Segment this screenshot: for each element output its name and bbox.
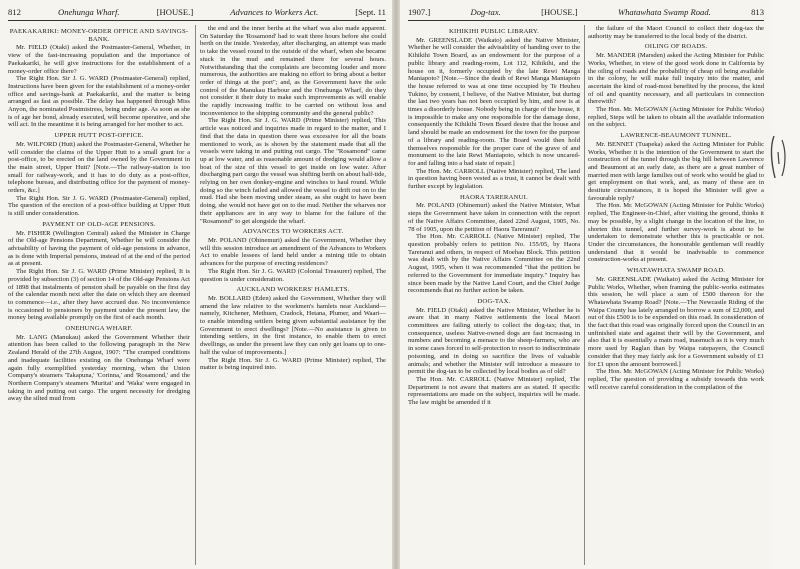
section-heading: AUCKLAND WORKERS' HAMLETS. <box>236 286 350 294</box>
section-heading: KIHIKIHI PUBLIC LIBRARY. <box>449 28 539 35</box>
header-house: [HOUSE.] <box>541 7 578 17</box>
paragraph: Mr. WILFORD (Hutt) asked the Postmaster-General, Whether he will consider the claims of the Upper Hutt to a small grant for a post-office, to be erected on the land owned by the Government in the main street, Upper Hutt? [Note.—The railway-station is too small for railway-work, and it has to do duty as a post-office, telephone bureau, and distributing office for the payment of money-orders, &c.] <box>8 140 190 195</box>
paragraph: Mr. FISHER (Wellington Central) asked the Minister in Charge of the Old-age Pensions Department, Whether he will consider the advisability of having the payment of old-age pensions in advance, as is done with Imperial pensions, instead of at the end of the period as at present. <box>8 229 190 268</box>
section-heading: PAYMENT OF OLD-AGE PENSIONS. <box>42 220 156 228</box>
header-rule <box>408 20 764 21</box>
right-page <box>400 0 772 569</box>
paragraph: Mr. LANG (Manukau) asked the Government Whether their attention has been called to the following paragraph in the New Zealand Herald of the 27th August, 1907: "The cramped conditions and inadequate facilities existing on the Onehunga Wharf were again fully exemplified yesterday morning, when the Union Company's steamers 'Takapuna,' 'Corinna,' and 'Rosamond,' and the Northern Company's steamers 'Muritai' and 'Waka' were engaged in taking in and putting out cargo. The urgent necessity for dredging away the silted mud from <box>8 333 190 403</box>
header-left-subject: Onehunga Wharf. <box>57 7 120 17</box>
section-heading: ADVANCES TO WORKERS ACT. <box>242 228 344 236</box>
running-header <box>8 7 386 17</box>
header-date: [Sept. 11 <box>355 7 386 17</box>
paragraph: Mr. POLAND (Ohinemuri) asked the Government, Whether they will this session introduce an amendment of the Advances to Workers Act to enable lessees of land held under a mining title to obtain advances for the purpose of erecting residences? <box>200 236 386 268</box>
text-column <box>408 25 580 565</box>
handwritten-mark <box>768 132 790 184</box>
paragraph: the failure of the Maori Council to collect their dog-tax the authority may be transferred to the local body of the district. <box>588 25 764 40</box>
paragraph: The Right Hon. Sir J. G. WARD (Prime Minister) replied, The matter is being inquired into. <box>200 356 386 372</box>
column-rule <box>584 25 585 565</box>
book-gutter <box>392 0 400 569</box>
section-heading: DOG-TAX. <box>477 297 511 305</box>
paragraph: The Right Hon. Sir J. G. WARD (Prime Minister) replied, It is provided by subsection (3) of section 14 of the Old-age Pensions Act of 1898 that instalments of pension shall be payable on the first day of the calendar month next after the date on which they are deemed to commence—i.e., after they have accrued due. No inconvenience is occasioned to pensioners by payment under the present law, the money being available promptly on the first of each month. <box>8 268 190 322</box>
header-left-subject: Dog-tax. <box>470 7 501 17</box>
paragraph: The Right Hon. Sir J. G. WARD (Prime Minister) replied, This article was noticed and inquiries made in regard to the matter, and I find that the data in question there was excessive for all the boats mentioned to work, as is shown by the statement made that all the vessels were taking in and putting out cargo. The "Rosamond" came up at low water, and as reasonable amount of dredging would allow a boat of the size of this vessel to get inside on low water. After discharging part cargo the vessel was shifting berth on about half-tide, relying on her own donkey-engine and winches to haul round. While doing so the winch failed and allowed the vessel to drift out on to the mud. Had she been moving under steam, as she ought to have been doing, she would not have got on to the mud. Neither the wharves nor their appliances are in any way to blame for the failure of the "Rosamond" to get alongside the wharf. <box>200 117 386 225</box>
paragraph: The Hon. Mr. CARROLL (Native Minister) replied, The land in question having been vested as a trust, it cannot be dealt with further except by legislation. <box>408 167 580 191</box>
section-heading: OILING OF ROADS. <box>644 43 708 51</box>
header-house: [HOUSE.] <box>156 7 194 17</box>
column-rule <box>195 25 196 565</box>
running-header <box>408 7 764 17</box>
header-rule <box>8 20 386 21</box>
paragraph: The Right Hon. Sir J. G. WARD (Postmaster-General) replied, The question of the erection of a post-office building at Upper Hutt is still under consideration. <box>8 194 190 218</box>
paragraph: The Hon. Mr. CARROLL (Native Minister) replied, The question probably refers to petition No. 155/05, by Haora Tareranui and others, in respect of Moehau Block. This petition was dealt with by the Native Affairs Committee on the 22nd August, 1905, when it was recommended "that the petition be referred to the Government for immediate inquiry." Inquiry has since been made by the Native Land Court, and the Chief Judge recommends that no further action be taken. <box>408 233 580 295</box>
paragraph: The Hon. Mr. McGOWAN (Acting Minister for Public Works) replied, The Engineer-in-Chief, after visiting the ground, thinks it may be possible, by a slight change in the location of the line, to shorten this tunnel, and further survey-work is about to be undertaken to demonstrate whether this is practicable or not. Under the circumstances, the honourable gentleman will readily understand that it would be inadvisable to commence construction-works at present. <box>588 202 764 264</box>
paragraph: Mr. BENNET (Tuapeka) asked the Acting Minister for Public Works, Whether it is the intention of the Government to start the construction of the tunnel through the big hill between Lawrence and Beaumont at an early date, as there are a great number of married men with large families out of work who would be glad to get employment on that work, and, as many of these are in destitute circumstances, it is hoped the Minister will give a favourable reply? <box>588 140 764 202</box>
paragraph: Mr. FIELD (Otaki) asked the Native Minister, Whether he is aware that in many Native settlements the local Maori committees are failing utterly to collect the dog-tax; that, in consequence, useless Native-owned dogs are fast increasing in numbers and becoming a menace to the sheep-farmers, who are in some cases forced to self-protection to resort to indiscriminate poisoning, and in doing so sacrifice the lives of valuable animals; and whether the Minister will introduce a measure to permit the dog-tax to be collected by local bodies as of old? <box>408 306 580 376</box>
paragraph: The Right Hon. Sir J. G. WARD (Colonial Treasurer) replied, The question is under consideration. <box>200 267 386 283</box>
page-number: 813 <box>751 7 764 17</box>
section-heading: LAWRENCE-BEAUMONT TUNNEL. <box>620 132 732 140</box>
text-column <box>588 25 764 565</box>
paragraph: the end and the inner berths at the wharf was also made apparent. On Saturday the 'Rosamond' had to wait three hours before she could berth on the inside. Yesterday, after discharging, an attempt was made to take the vessel round to the outside of the wharf, when she became stuck in the mud and remained there for several hours. Notwithstanding that the complaints are becoming louder and more numerous, the authorities are making no effort to bring about a better order of things at the port"; and, as the Government have the sole control of the Manukau Harbour and the Onehunga Wharf, do they not consider it their duty to make such improvements as will enable the rapidly increasing traffic to be carried on without loss and inconvenience to the shipping community and the general public? <box>200 25 386 117</box>
paragraph: The Right Hon. Sir J. G. WARD (Postmaster-General) replied, Instructions have been given for the establishment of a money-order office and savings-bank at Paekakariki, and the matter is being arranged as fast as possible. The delay has happened through Miss Anyon, the nominated Postmistress, being under age. As soon as she is of age her bond, already executed, will become operative, and she will act. In the meantime it is being arranged for her mother to act. <box>8 75 190 129</box>
paragraph: Mr. MANDER (Marsden) asked the Acting Minister for Public Works, Whether, in view of the good work done in California by the oiling of roads and the probability of cheap oil being available in the colony, he will make full inquiry into the matter, and ascertain the kind of road-most benefited by the process, the kind of oil and quantity necessary, and all particulars in connection therewith? <box>588 52 764 106</box>
header-right-subject: Advances to Workers Act. <box>230 7 319 17</box>
page-edge <box>772 0 800 569</box>
paragraph: Mr. BOLLARD (Eden) asked the Government, Whether they will amend the law relative to the workmen's hamlets near Auckland—namely, Kitchener, Methuen, Cradock, Hetana, Plumer, and Waari—to enable intending settlers being given substantial assistance by the Government to erect dwellings? [Note.—No assistance is given to intending settlers, in the first instance, to enable them to erect dwellings, as under the present law they can only get loans up to one-half the value of improvements.] <box>200 294 386 356</box>
section-heading: HAORA TARERANUI. <box>460 193 528 201</box>
paragraph: The Hon. Mr. CARROLL (Native Minister) replied, The Department is not aware that matters are as stated. If specific representations are made on the subject, inquiries will be made. The law might be amended if it <box>408 375 580 407</box>
paragraph: Mr. FIELD (Otaki) asked the Postmaster-General, Whether, in view of the fast-increasing population and the importance of Paekakariki, he will give instructions for the establishment of a money-order office there? <box>8 44 190 75</box>
header-date: 1907.] <box>408 7 431 17</box>
paragraph: The Hon. Mr. McGOWAN (Acting Minister for Public Works) replied, Steps will be taken to obtain all the available information on the subject. <box>588 106 764 129</box>
paragraph: Mr. GREENSLADE (Waikato) asked the Native Minister, Whether he will consider the advisability of handing over to the Kihikihi Town Board, as an endowment for the purpose of a public library and reading-room, Lot 112, Kihikihi, and the house on it, formerly occupied by the late Rewi Manga Maniapoto? [Note.—Since the death of Rewi Manga Maniapoto the house referred to was at one time occupied by Te Heuheu Tukino, by consent, I believe, of the Native Minister, but during the last two years has not been occupied by him, and now is at times a disorderly house. Nobody being in charge of the house, it is impossible to make any one responsible for the damage done, consequently the Kihikihi Town Board desire that the house and land should be made an endowment for the town for the purpose of a library and reading-room. The Board would then hold themselves responsible for the proper care of the grave of and monument to the late Rewi Maniapoto, which is now uncared-for and falling into a bad state of repair.] <box>408 36 580 167</box>
section-heading: ONEHUNGA WHARF. <box>65 325 133 333</box>
section-heading: UPPER HUTT POST-OFFICE. <box>54 132 144 140</box>
section-heading: PAEKAKARIKI: MONEY-ORDER OFFICE AND SAVINGS-BANK. <box>9 28 189 43</box>
page-number: 812 <box>8 7 21 17</box>
text-column <box>200 25 386 565</box>
header-right-subject: Whatawhata Swamp Road. <box>617 7 711 17</box>
text-column <box>8 25 190 565</box>
paragraph: The Hon. Mr. McGOWAN (Acting Minister for Public Works) replied, The question of providing a subsidy towards this work will receive careful consideration in the compilation of the <box>588 368 764 391</box>
section-heading: WHATAWHATA SWAMP ROAD. <box>626 267 726 275</box>
paragraph: Mr. POLAND (Ohinemuri) asked the Native Minister, What steps the Government have taken in connection with the report of the Native Affairs Committee, dated 22nd August, 1905, No. 78 of 1905, upon the petition of Haora Tareranui? <box>408 202 580 233</box>
left-page <box>0 0 392 569</box>
paragraph: Mr. GREENSLADE (Waikato) asked the Acting Minister for Public Works, Whether, when framing the public-works estimates this session, he will place a sum of £500 thereon for the Whatawhata Swamp Road? [Note.—The Newcastle Riding of the Waipa County has lately arranged to borrow a sum of £2,000, and out of this £500 is to be expended on this road. In consideration of the fact that this road was originally forced upon the Council in an unfinished state and against their will by the Government, and also that it is essentially a main road, inasmuch as it is very much more used by Raglan than by Waipa ratepayers, the Council consider that they may fairly ask for a Government subsidy of £1 for £1 upon the amount borrowed.] <box>588 275 764 368</box>
